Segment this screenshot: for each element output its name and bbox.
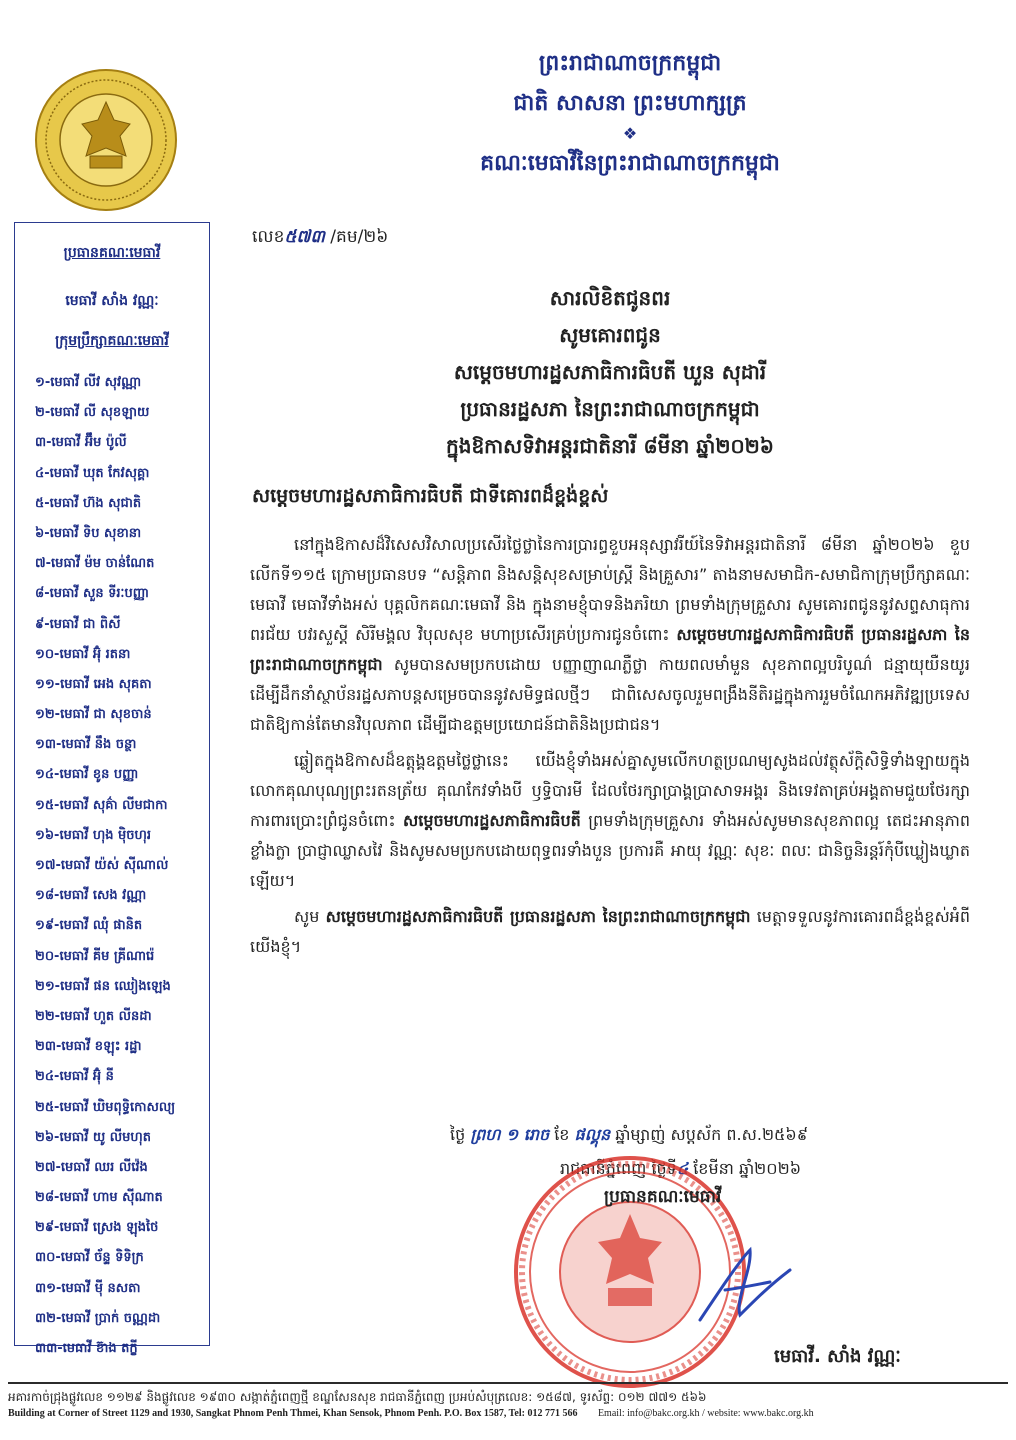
list-item: ២៣-មេធាវី ខឡុះ រដ្ឋា (35, 1039, 142, 1055)
footer-contact: Email: info@bakc.org.kh / website: www.bakc.org.kh (597, 1408, 814, 1419)
council-sidebar (14, 222, 210, 1356)
president-heading: ប្រធានគណៈមេធាវី (63, 245, 161, 261)
list-item: ១១-មេធាវី អេង សុគតា (35, 676, 152, 692)
reference-prefix: លេខ (252, 227, 285, 247)
letter-title: សារលិខិតជូនពរ (549, 286, 671, 310)
list-item: ២៥-មេធាវី ឃិមពុទ្ធិកោសល្យ (35, 1099, 176, 1115)
list-item: ១៩-មេធាវី ឈុំ ផានិត (35, 918, 143, 934)
list-item: ២៦-មេធាវី យូ លីមហុត (35, 1129, 152, 1145)
addressee-position: ប្រធានរដ្ឋសភា នៃព្រះរាជាណាចក្រកម្ពុជា (460, 397, 760, 421)
list-item: ៤-មេធាវី ឃុត កែវសុគ្គា (35, 465, 150, 481)
list-item: ១៦-មេធាវី ហុង ម៉ិចហុរ (35, 827, 152, 843)
list-item: ២២-មេធាវី ហួត លីនដា (35, 1008, 152, 1024)
footer-address-english: Building at Corner of Street 1129 and 1930, Sangkat Phnom Penh Thmei, Khan Sensok, Phnom Penh. P.O. Box 1587, Tel: 012 771 566 Email: info@bakc.org.kh / website: www.bakc.org.kh (8, 1408, 814, 1419)
paragraph-3: សូម សម្តេចមហារដ្ឋសភាធិការធិបតី ប្រធានរដ្ឋសភា នៃព្រះរាជាណាចក្រកម្ពុជា មេត្តាទទួលនូវការគោរពដ៏ខ្ពង់ខ្ពស់អំពីយើងខ្ញុំ។ (250, 907, 970, 956)
list-item: ១៤-មេធាវី ខូន បញ្ញា (35, 767, 139, 783)
list-item: ១៣-មេធាវី នឹង ចន្ថា (35, 737, 137, 753)
list-item: ១៧-មេធាវី យ៉ស់ ស៊ីណាល់ (35, 858, 169, 873)
council-heading: ក្រុមប្រឹក្សាគណៈមេធាវី (55, 333, 169, 349)
list-item: ៣៣-មេធាវី ខ៊ាង តក្ខី (35, 1341, 138, 1356)
list-item: ៩-មេធាវី ជា ពិសី (35, 616, 121, 632)
bar-association-logo (34, 68, 178, 212)
list-item: ២៧-មេធាវី ឈរ លីវ៉េង (35, 1159, 148, 1175)
handwritten-greg-day: ៤ (676, 1159, 689, 1178)
salutation: សម្តេចមហារដ្ឋសភាធិការធិបតី ជាទីគោរពដ៏ខ្ពង់ខ្ពស់ (252, 485, 609, 507)
list-item: ៦-មេធាវី ទិប សុខានា (35, 525, 142, 541)
list-item: ៧-មេធាវី ម៉ម ចាន់ណែត (35, 556, 155, 572)
addressee-name: សម្តេចមហារដ្ឋសភាធិការធិបតី ឃួន សុដារី (453, 360, 767, 384)
paragraph-2: ឆ្លៀតក្នុងឱកាសដ៏ឧត្តុង្គឧត្តមថ្លៃថ្លានេះ យើងខ្ញុំទាំងអស់គ្នាសូមលើកហត្ថប្រណម្យសូងដល់វត្ថុស័ក្តិសិទ្ធិទាំងឡាយក្នុងលោកគុណបុណ្យព្រះរតនត្រ័យ គុណកែវទាំងបី ឫទ្ធិបារមី ដែលថែរក្សាប្រាង្គប្រាសាទអង្គរ និងទេវតាគ្រប់អង្គតាមជួយថែរក្សាការពារប្រោះព្រំជូនចំពោះ សម្តេចមហារដ្ឋសភាធិការធិបតី ព្រមទាំងក្រុមគ្រួសារ ទាំងអស់សូមមានសុខភាពល្អ តេជះអានុភាពខ្លាំងក្លា ប្រាជ្ញាឈ្លាសវៃ និងសូមសមប្រកបដោយពុទ្ធពរទាំងបួន ប្រការគឺ អាយុ វណ្ណៈ សុខៈ ពលៈ ជានិច្ចនិរន្តរ៍កុំបីឃ្លៀងឃ្លាតឡើយ។ (250, 751, 970, 890)
kingdom-title: ព្រះរាជាណាចក្រកម្ពុជា (538, 51, 722, 76)
list-item: ១៥-មេធាវី សុគ៌ា លីមជាកា (35, 797, 168, 813)
list-item: ៣១-មេធាវី ម៉ី នសតា (35, 1280, 141, 1296)
list-item: ២-មេធាវី លី សុខឡាយ (35, 405, 150, 421)
council-member-list (35, 368, 175, 1364)
handwritten-day: ព្រហ ១ រោច (470, 1125, 550, 1144)
list-item: ១-មេធាវី លីវ សុវណ្ណា (35, 375, 142, 390)
reference-suffix: /គម/២៦ (324, 227, 389, 247)
list-item: ៣២-មេធាវី ប្រាក់ ចណ្ណដា (35, 1310, 161, 1326)
motto: ជាតិ សាសនា ព្រះមហាក្សត្រ (513, 91, 747, 116)
list-item: ២៩-មេធាវី ស្រេង ឡុងថៃ (35, 1220, 159, 1236)
list-item: ៨-មេធាវី សួន ទីរៈបញ្ញា (35, 586, 150, 602)
letterhead (440, 44, 820, 184)
list-item: ២០-មេធាវី គីម គ្រីណារ៉េ (35, 948, 155, 964)
list-item: ២១-មេធាវី ផន ឈៀងឡេង (35, 978, 171, 994)
list-item: ៣០-មេធាវី ច័ន្ទ ទិទិក្រ (35, 1250, 144, 1266)
gregorian-date: រាជធានីភ្នំពេញ ថ្ងៃទី៤ ខែមីនា ឆ្នាំ២០២៦ (560, 1159, 802, 1178)
handwritten-month: ផល្គុន (574, 1125, 611, 1144)
list-item: ១២-មេធាវី ជា សុខចាន់ (35, 707, 152, 723)
reference-value: ៥៧៣ (284, 227, 325, 247)
handwritten-signature (680, 1230, 800, 1340)
signatory-title: ប្រធានគណៈមេធាវី (604, 1187, 722, 1207)
list-item: ២៨-មេធាវី ហាម ស៊ីណាត (35, 1190, 163, 1206)
signatory-name: មេធាវី. សាំង វណ្ណៈ (774, 1346, 901, 1367)
list-item: ១០-មេធាវី អ៊ុំ រតនា (35, 646, 131, 662)
list-item: ៥-មេធាវី ហ៊ង សុជាតិ (35, 495, 142, 511)
list-item: ១៨-មេធាវី សេង វណ្ណា (35, 888, 147, 904)
ornament-icon: ❖ (622, 124, 638, 143)
list-item: ៣-មេធាវី អ៊ឹម ប៉ូលី (35, 435, 127, 451)
letter-body (250, 530, 970, 962)
reference-number (252, 226, 388, 251)
lunar-date: ថ្ងៃ ព្រហ ១ រោច ខែ ផល្គុន ឆ្នាំម្សាញ់ សប្តស័ក ព.ស.២៥៦៩ (450, 1125, 809, 1144)
occasion-line: ក្នុងឱកាសទិវាអន្តរជាតិនារី ៨មីនា ឆ្នាំ២០២៦ (446, 434, 774, 458)
footer (8, 1382, 1008, 1422)
footer-address-khmer: អគារកាច់ជ្រុងផ្លូវលេខ ១១២៩ និងផ្លូវលេខ ១៩៣០ សង្កាត់ភ្នំពេញថ្មី ខណ្ឌសែនសុខ រាជធានីភ្នំពេញ ប្រអប់សំបុត្រលេខ: ១៥៨៧, ទូរស័ព្ទ: ០១២ ៧៧១ ៥៦៦ (8, 1390, 707, 1404)
letter-titles (250, 280, 970, 465)
organization-name: គណៈមេធាវីនៃព្រះរាជាណាចក្រកម្ពុជា (480, 151, 780, 176)
paragraph-1: នៅក្នុងឱកាសដ៏វិសេសវិសាលប្រសើរថ្លៃថ្លានៃការប្រារព្ធខួបអនុស្សាវរីយ៍នៃទិវាអន្តរជាតិនារី ៨មីនា ឆ្នាំ២០២៦ ខួបលើកទី១១៥ ក្រោមប្រធានបទ “សន្តិភាព និងសន្តិសុខសម្រាប់ស្ត្រី និងគ្រួសារ” តាងនាមសមាជិក-សមាជិកាក្រុមប្រឹក្សាគណៈមេធាវី មេធាវីទាំងអស់ បុគ្គលិកគណៈមេធាវី និង ក្នុងនាមខ្ញុំបាទនិងភរិយា ព្រមទាំងក្រុមគ្រួសារ សូមគោរពជូននូវសព្ទសាធុការពរជ័យ បវរសួស្តី សិរីមង្គល វិបុលសុខ មហាប្រសើរគ្រប់ប្រការជូនចំពោះ សម្តេចមហារដ្ឋសភាធិការធិបតី ប្រធានរដ្ឋសភា នៃព្រះរាជាណាចក្រកម្ពុជា សូមបានសមប្រកបដោយ បញ្ញាញាណភ្លឺថ្លា កាយពលមាំមួន សុខភាពល្អបរិបូណ៌ ជន្មាយុយឺនយូរ ដើម្បីដឹកនាំស្ថាប័នរដ្ឋសភាបន្តសម្រេចបាននូវសមិទ្ធផលថ្មីៗ ជាពិសេសចូលរួមពង្រឹងនីតិរដ្ឋក្នុងការរួមចំណែកអភិវឌ្ឍប្រទេសជាតិឱ្យកាន់តែមានវិបុលភាព ដើម្បីជាឧត្តមប្រយោជន៍ជាតិនិងប្រជាជន។ (250, 535, 970, 734)
addressee-line: សូមគោរពជូន (559, 323, 661, 347)
list-item: ២៤-មេធាវី អ៊ុំ នី (35, 1069, 114, 1085)
president-name: មេធាវី សាំង វណ្ណៈ (65, 293, 159, 309)
